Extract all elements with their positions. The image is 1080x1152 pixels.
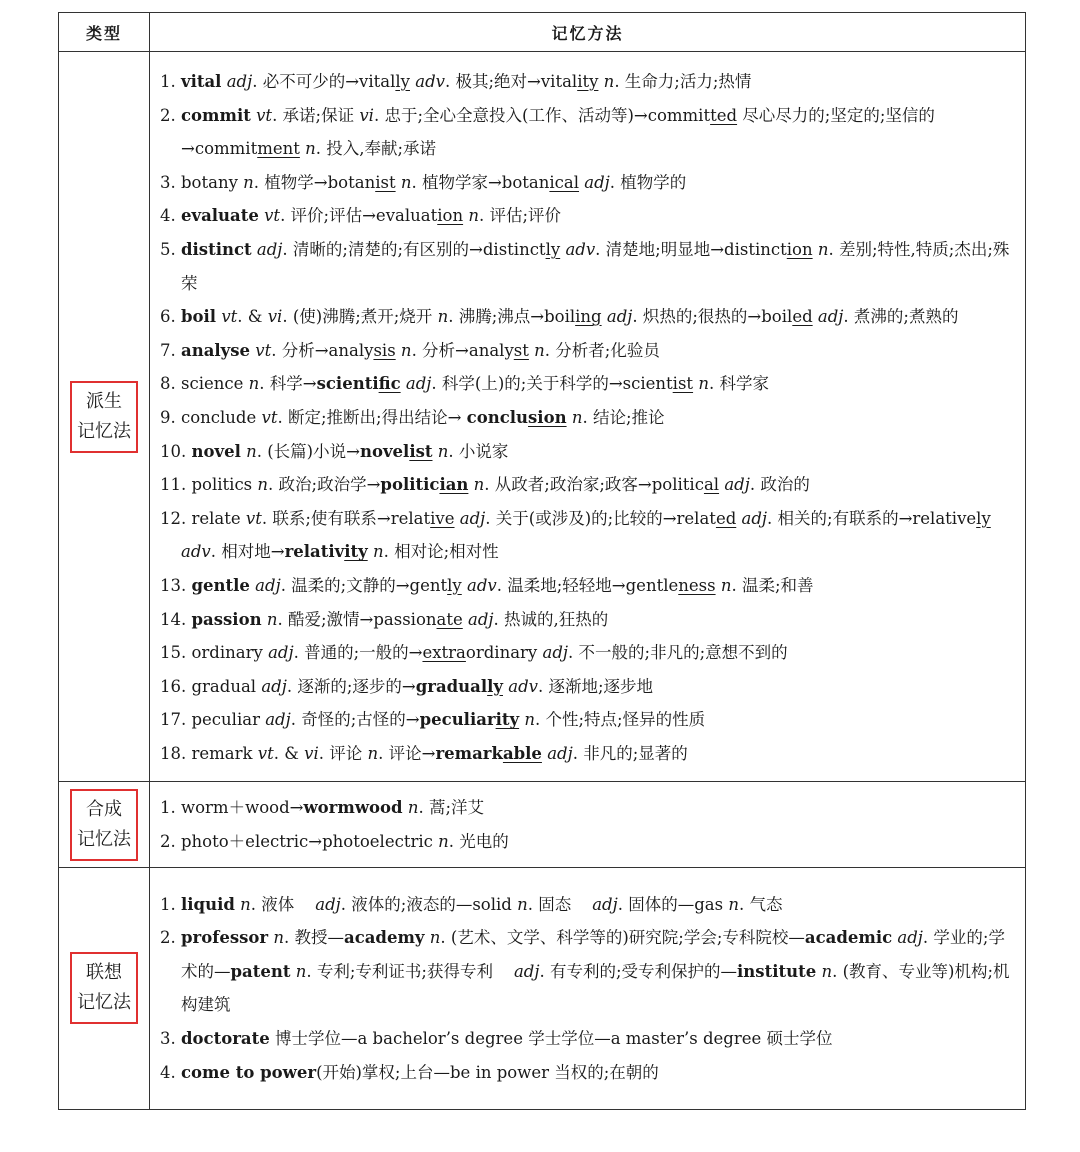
type-label-line2: 记忆法 (77, 828, 131, 850)
vocab-item: 2. photo＋electric→photoelectric n. 光电的 (160, 832, 509, 852)
header-type: 类型 (59, 13, 150, 52)
vocab-item: 2. professor n. 教授—academy n. (艺术、文学、科学等的)研究院;学会;专科院校—academic adj. 学业的;学术的—patent n. 专利;专利证书;获得专利 adj. 有专利的;受专利保护的—institute n. (教育、专业等)机构;机构建筑 (160, 928, 1010, 1015)
vocab-item: 1. vital adj. 必不可少的→vitally adv. 极其;绝对→vitality n. 生命力;活力;热情 (160, 72, 752, 91)
vocab-item: 8. science n. 科学→scientific adj. 科学(上)的;关于科学的→scientist n. 科学家 (160, 374, 769, 394)
vocab-item: 1. worm＋wood→wormwood n. 蒿;洋艾 (160, 798, 485, 818)
method-cell (150, 52, 1026, 782)
vocab-item: 6. boil vt. & vi. (使)沸腾;煮开;烧开 n. 沸腾;沸点→boiling adj. 炽热的;很热的→boiled adj. 煮沸的;煮熟的 (160, 307, 959, 327)
header-row (59, 13, 1026, 52)
vocab-item: 1. liquid n. 液体 adj. 液体的;液态的—solid n. 固态 adj. 固体的—gas n. 气态 (160, 894, 783, 914)
vocab-item: 7. analyse vt. 分析→analysis n. 分析→analyst n. 分析者;化验员 (160, 340, 660, 360)
vocab-item: 4. evaluate vt. 评价;评估→evaluation n. 评估;评价 (160, 206, 562, 226)
type-label-line2: 记忆法 (77, 420, 131, 442)
method-cell (150, 867, 1026, 1110)
type-label-line1: 合成 (86, 798, 122, 820)
type-label-box (70, 952, 138, 1024)
vocab-item: 2. commit vt. 承诺;保证 vi. 忠于;全心全意投入(工作、活动等)→committed 尽心尽力的;坚定的;坚信的→commitment n. 投入,奉献;承诺 (160, 105, 935, 159)
type-cell (59, 782, 150, 867)
section-derivation (59, 52, 1026, 782)
vocab-item: 12. relate vt. 联系;使有联系→relative adj. 关于(或涉及)的;比较的→related adj. 相关的;有联系的→relatively adv. 相对地→relativity n. 相对论;相对性 (160, 508, 991, 562)
type-cell (59, 52, 150, 782)
section-compound (59, 782, 1026, 867)
vocab-item: 15. ordinary adj. 普通的;一般的→extraordinary adj. 不一般的;非凡的;意想不到的 (160, 643, 788, 663)
memory-method-table (58, 12, 1026, 1110)
vocab-item: 11. politics n. 政治;政治学→politician n. 从政者;政治家;政客→political adj. 政治的 (160, 475, 810, 495)
section-association (59, 867, 1026, 1110)
vocab-item: 13. gentle adj. 温柔的;文静的→gently adv. 温柔地;轻轻地→gentleness n. 温柔;和善 (160, 575, 814, 595)
type-label-line2: 记忆法 (77, 992, 131, 1014)
vocab-item: 14. passion n. 酷爱;激情→passionate adj. 热诚的,狂热的 (160, 609, 609, 629)
vocab-item: 18. remark vt. & vi. 评论 n. 评论→remarkable adj. 非凡的;显著的 (160, 743, 688, 763)
vocab-item: 10. novel n. (长篇)小说→novelist n. 小说家 (160, 441, 509, 461)
vocab-item: 16. gradual adj. 逐渐的;逐步的→gradually adv. 逐渐地;逐步地 (160, 676, 654, 696)
type-label-box (70, 789, 138, 861)
type-label-line1: 派生 (86, 390, 122, 412)
type-label-line1: 联想 (86, 962, 122, 984)
vocab-item: 4. come to power(开始)掌权;上台—be in power 当权的;在朝的 (160, 1062, 659, 1082)
vocab-item: 9. conclude vt. 断定;推断出;得出结论→ conclusion n. 结论;推论 (160, 407, 665, 427)
vocab-item: 17. peculiar adj. 奇怪的;古怪的→peculiarity n. 个性;特点;怪异的性质 (160, 710, 706, 730)
vocabulary-table-sheet (58, 12, 1023, 1110)
vocab-item: 3. botany n. 植物学→botanist n. 植物学家→botanical adj. 植物学的 (160, 172, 687, 192)
vocab-item: 5. distinct adj. 清晰的;清楚的;有区别的→distinctly adv. 清楚地;明显地→distinction n. 差别;特性,特质;杰出;殊荣 (160, 239, 1010, 293)
header-method: 记忆方法 (150, 13, 1026, 52)
type-label-box (70, 381, 138, 453)
method-cell (150, 782, 1026, 867)
vocab-item: 3. doctorate 博士学位—a bachelor’s degree 学士学位—a master’s degree 硕士学位 (160, 1029, 833, 1049)
type-cell (59, 867, 150, 1110)
